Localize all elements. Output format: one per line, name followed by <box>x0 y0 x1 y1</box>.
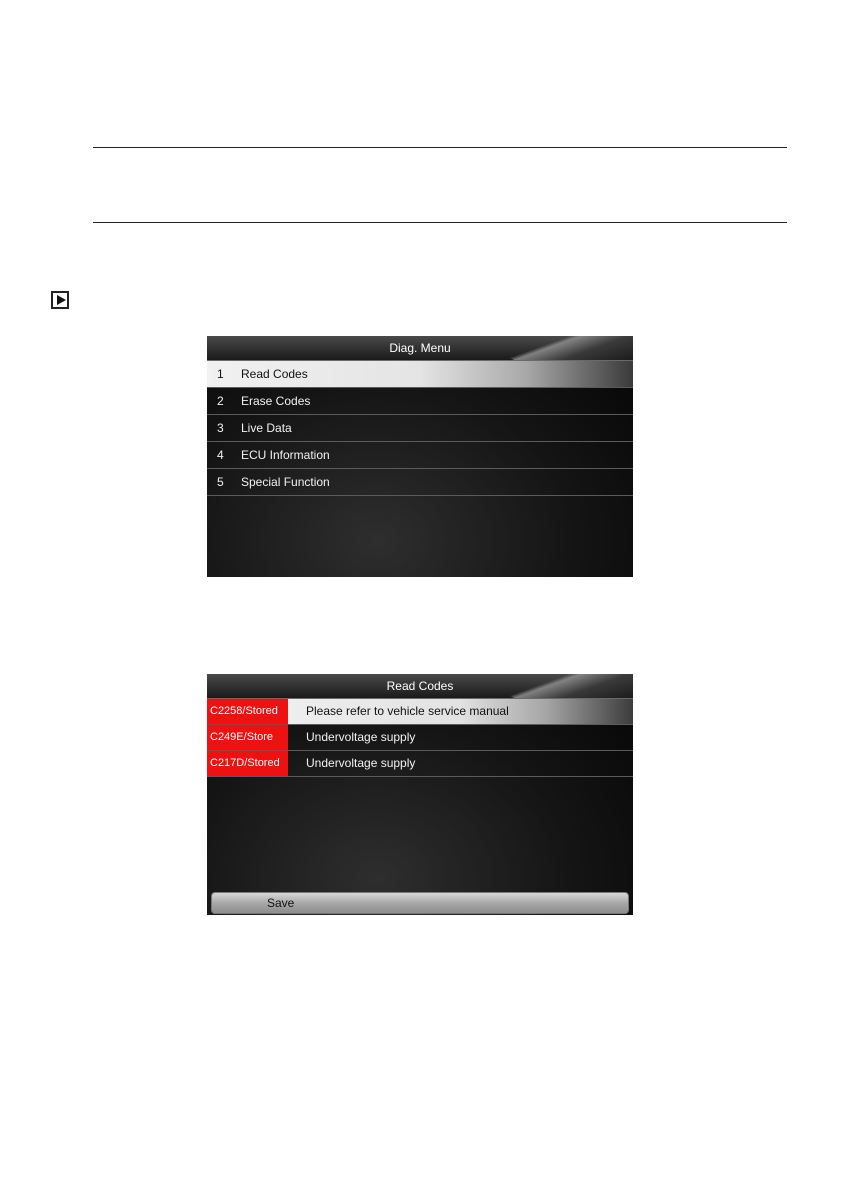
menu-item-label: Live Data <box>241 421 292 435</box>
save-button[interactable]: Save <box>211 892 629 914</box>
diag-menu-titlebar <box>207 336 633 361</box>
menu-item-special-function[interactable]: 5 Special Function <box>207 469 633 496</box>
read-codes-title: Read Codes <box>386 679 454 693</box>
dtc-description: Undervoltage supply <box>306 730 416 744</box>
diag-menu-title: Diag. Menu <box>389 341 451 355</box>
menu-item-label: Special Function <box>241 475 330 489</box>
menu-item-live-data[interactable]: 3 Live Data <box>207 415 633 442</box>
dtc-row[interactable] <box>207 725 633 751</box>
dtc-description: Undervoltage supply <box>306 756 416 770</box>
top-divider <box>93 147 787 148</box>
play-icon <box>51 291 69 309</box>
dtc-code: C217D/Stored <box>207 751 288 776</box>
titlebar-decoration <box>463 674 633 698</box>
bottom-divider <box>93 222 787 223</box>
menu-item-read-codes[interactable]: 1 Read Codes <box>207 361 633 388</box>
menu-item-label: ECU Information <box>241 448 330 462</box>
dtc-description: Please refer to vehicle service manual <box>288 699 633 724</box>
dtc-row[interactable] <box>207 751 633 777</box>
menu-item-ecu-information[interactable]: 4 ECU Information <box>207 442 633 469</box>
menu-item-erase-codes[interactable]: 2 Erase Codes <box>207 388 633 415</box>
titlebar-decoration <box>463 336 633 360</box>
menu-item-label: Read Codes <box>241 367 308 381</box>
dtc-code: C2258/Stored <box>207 699 288 724</box>
diag-menu-screen <box>207 336 633 577</box>
dtc-row[interactable] <box>207 699 633 725</box>
read-codes-screen <box>207 674 633 915</box>
read-codes-titlebar <box>207 674 633 699</box>
dtc-code: C249E/Store <box>207 725 288 750</box>
menu-item-label: Erase Codes <box>241 394 311 408</box>
